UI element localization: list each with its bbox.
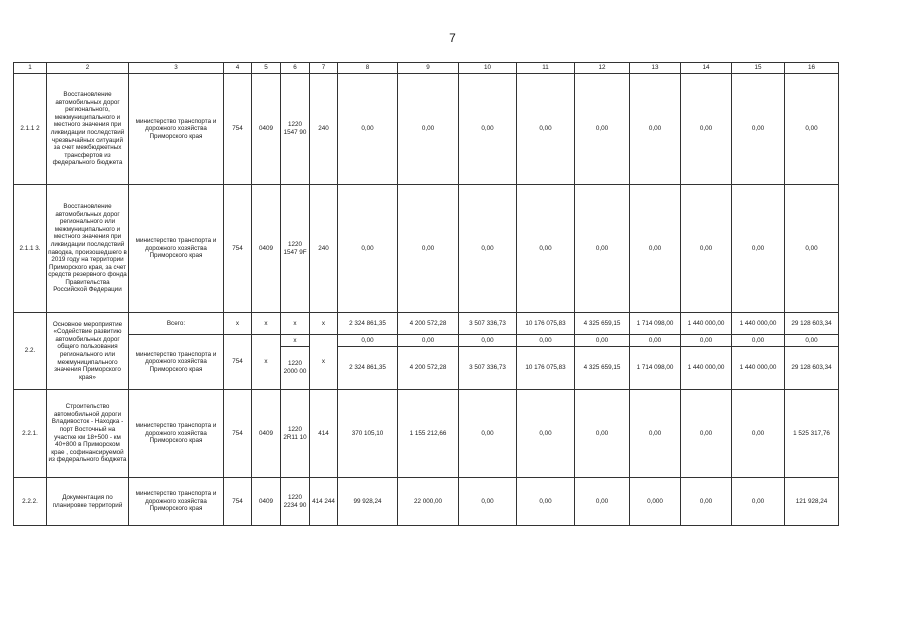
row-value: 0,00 (732, 478, 785, 526)
row-code: 754 (224, 74, 252, 185)
row-code: x (252, 335, 281, 390)
table-row (14, 74, 839, 185)
row-code: 0409 (252, 185, 281, 313)
row-value: 0,00 (459, 185, 517, 313)
row-value: 10 176 075,83 (517, 347, 575, 390)
row-value: 0,00 (459, 335, 517, 347)
col-header: 11 (517, 63, 575, 74)
row-value: 121 928,24 (785, 478, 839, 526)
row-description: Восстановление автомобильных дорог регионального, межмуниципального и местного значения при ликвидации последствий чрезвычайных ситуаций за счет межбюджетных трансфертов из федерального бюджета (47, 74, 129, 185)
row-number: 2.1.1 2 (14, 74, 47, 185)
row-code: 414 (310, 390, 338, 478)
row-code: 754 (224, 478, 252, 526)
row-code: x (252, 313, 281, 335)
row-number: 2.2. (14, 313, 47, 390)
row-code: 1220 2R11 10 (281, 390, 310, 478)
row-code: x (281, 335, 310, 347)
row-value: 0,00 (630, 185, 681, 313)
col-header: 9 (398, 63, 459, 74)
row-value: 0,00 (681, 335, 732, 347)
row-value: 0,00 (681, 478, 732, 526)
row-value: 1 155 212,66 (398, 390, 459, 478)
row-value: 0,00 (398, 185, 459, 313)
row-value: 0,00 (575, 185, 630, 313)
row-executor: министерство транспорта и дорожного хозяйства Приморского края (129, 390, 224, 478)
col-header: 7 (310, 63, 338, 74)
row-executor: Всего: (129, 313, 224, 335)
row-code: x (310, 335, 338, 390)
row-value: 0,00 (517, 478, 575, 526)
row-value: 0,00 (630, 74, 681, 185)
row-value: 0,000 (630, 478, 681, 526)
row-value: 3 507 336,73 (459, 313, 517, 335)
row-value: 0,00 (630, 335, 681, 347)
col-header: 5 (252, 63, 281, 74)
row-value: 0,00 (732, 390, 785, 478)
col-header: 12 (575, 63, 630, 74)
col-header: 15 (732, 63, 785, 74)
row-executor: министерство транспорта и дорожного хозяйства Приморского края (129, 335, 224, 390)
row-code: 0409 (252, 478, 281, 526)
row-value: 0,00 (575, 478, 630, 526)
row-value: 0,00 (575, 390, 630, 478)
row-value: 1 714 098,00 (630, 347, 681, 390)
row-code: x (281, 313, 310, 335)
row-value: 0,00 (517, 390, 575, 478)
row-value: 0,00 (338, 335, 398, 347)
row-executor: министерство транспорта и дорожного хозяйства Приморского края (129, 74, 224, 185)
row-code: 240 (310, 74, 338, 185)
row-value: 29 128 603,34 (785, 313, 839, 335)
row-value: 1 440 000,00 (681, 347, 732, 390)
row-value: 0,00 (338, 74, 398, 185)
row-value: 0,00 (732, 185, 785, 313)
row-value: 370 105,10 (338, 390, 398, 478)
table-row (14, 390, 839, 478)
row-value: 0,00 (630, 390, 681, 478)
row-description: Документация по планировке территорий (47, 478, 129, 526)
row-value: 99 928,24 (338, 478, 398, 526)
row-value: 29 128 603,34 (785, 347, 839, 390)
row-code: x (310, 313, 338, 335)
row-code: 414 244 (310, 478, 338, 526)
row-value: 4 325 659,15 (575, 347, 630, 390)
row-value: 0,00 (785, 185, 839, 313)
row-number: 2.2.2. (14, 478, 47, 526)
col-header: 8 (338, 63, 398, 74)
table-row (14, 185, 839, 313)
col-header: 6 (281, 63, 310, 74)
row-code: 0409 (252, 390, 281, 478)
col-header: 4 (224, 63, 252, 74)
row-description: Восстановление автомобильных дорог регионального или межмуниципального и местного значения при ликвидации последствий паводка, произошедшего в 2019 году на территории Приморского края, за счет средств резервного фонда Правительства Российской Федерации (47, 185, 129, 313)
row-value: 0,00 (517, 185, 575, 313)
row-value: 2 324 861,35 (338, 347, 398, 390)
row-code: 240 (310, 185, 338, 313)
row-executor: министерство транспорта и дорожного хозяйства Приморского края (129, 478, 224, 526)
col-header: 2 (47, 63, 129, 74)
table-row (14, 335, 839, 347)
header-row (14, 63, 839, 74)
row-value: 0,00 (681, 74, 732, 185)
row-value: 0,00 (459, 74, 517, 185)
row-value: 1 440 000,00 (681, 313, 732, 335)
row-executor: министерство транспорта и дорожного хозяйства Приморского края (129, 185, 224, 313)
row-code: 0409 (252, 74, 281, 185)
row-value: 0,00 (398, 74, 459, 185)
row-value: 0,00 (459, 478, 517, 526)
row-value: 0,00 (517, 335, 575, 347)
row-value: 1 440 000,00 (732, 347, 785, 390)
row-value: 0,00 (785, 74, 839, 185)
row-code: 1220 1547 90 (281, 74, 310, 185)
row-value: 2 324 861,35 (338, 313, 398, 335)
row-code: 1220 2000 00 (281, 347, 310, 390)
col-header: 10 (459, 63, 517, 74)
row-code: 1220 1547 9F (281, 185, 310, 313)
row-value: 10 176 075,83 (517, 313, 575, 335)
row-code: x (224, 313, 252, 335)
row-value: 22 000,00 (398, 478, 459, 526)
row-value: 0,00 (575, 74, 630, 185)
table-row (14, 478, 839, 526)
page-number: 7 (449, 31, 456, 45)
col-header: 16 (785, 63, 839, 74)
row-value: 0,00 (732, 335, 785, 347)
row-value: 0,00 (398, 335, 459, 347)
table-row (14, 313, 839, 335)
col-header: 14 (681, 63, 732, 74)
row-value: 1 714 098,00 (630, 313, 681, 335)
row-value: 4 325 659,15 (575, 313, 630, 335)
row-code: 754 (224, 390, 252, 478)
row-code: 1220 2234 90 (281, 478, 310, 526)
row-value: 0,00 (338, 185, 398, 313)
row-value: 0,00 (681, 390, 732, 478)
row-value: 1 440 000,00 (732, 313, 785, 335)
row-number: 2.1.1 3. (14, 185, 47, 313)
col-header: 13 (630, 63, 681, 74)
budget-table (13, 62, 839, 526)
row-value: 3 507 336,73 (459, 347, 517, 390)
row-value: 0,00 (575, 335, 630, 347)
row-value: 1 525 317,76 (785, 390, 839, 478)
row-value: 4 200 572,28 (398, 347, 459, 390)
row-code: 754 (224, 335, 252, 390)
col-header: 1 (14, 63, 47, 74)
row-value: 0,00 (681, 185, 732, 313)
row-number: 2.2.1. (14, 390, 47, 478)
row-value: 0,00 (785, 335, 839, 347)
col-header: 3 (129, 63, 224, 74)
row-description: Строительство автомобильной дороги Владивосток - Находка - порт Восточный на участке км 18+500 - км 40+800 в Приморском крае , софинансируемой из федерального бюджета (47, 390, 129, 478)
row-value: 0,00 (459, 390, 517, 478)
row-value: 4 200 572,28 (398, 313, 459, 335)
row-description: Основное мероприятие «Содействие развитию автомобильных дорог общего пользования регионального или межмуниципального значения Приморского края» (47, 313, 129, 390)
row-value: 0,00 (517, 74, 575, 185)
row-value: 0,00 (732, 74, 785, 185)
row-code: 754 (224, 185, 252, 313)
